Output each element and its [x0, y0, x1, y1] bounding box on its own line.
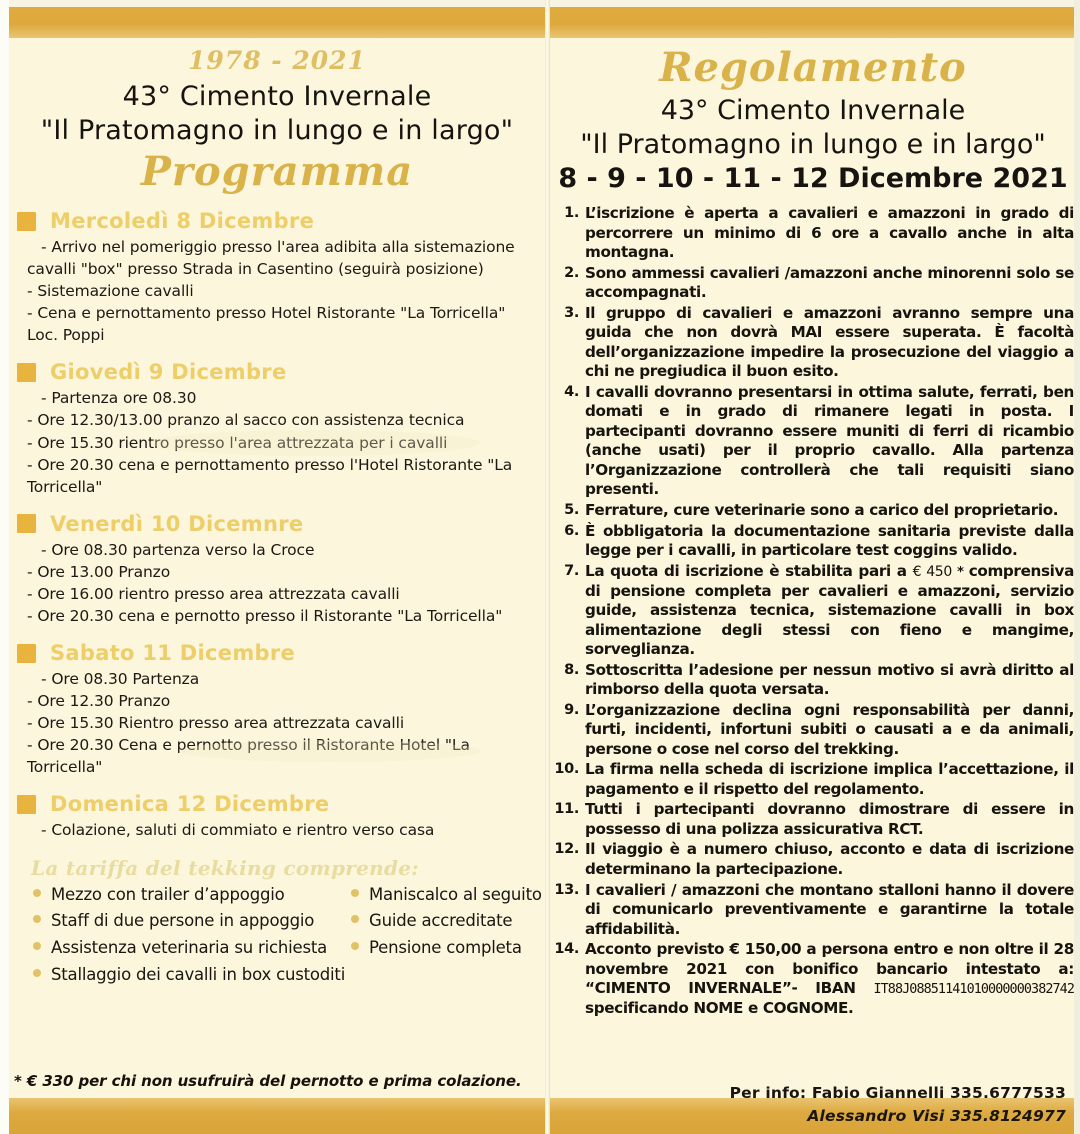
program-day-line: - Ore 16.00 rientro presso area attrezzata cavalli: [27, 584, 400, 603]
program-day-line: - Ore 15.30 rientro presso l'area attrezzata per i cavalli: [27, 433, 448, 452]
bank-account-name: “CIMENTO INVERNALE”: [585, 979, 792, 998]
rule-item: Il gruppo di cavalieri e amazzoni avranno sempre una guida che non dovrà MAI essere superata. È facoltà dell’organizzazione impedire la prosecuzione del viaggio a chi ne pregiudica il buon esito.: [585, 303, 1074, 381]
program-day-header: [9, 792, 545, 816]
center-fold-line: [545, 0, 550, 1134]
program-day-header: [9, 512, 545, 536]
program-day-label: Mercoledì 8 Dicembre: [50, 209, 315, 233]
rule-14-text-after: specificando NOME e COGNOME.: [585, 998, 854, 1017]
iban-value: IT88J08851141010000000382742: [873, 982, 1075, 998]
includes-row: [33, 908, 545, 935]
rule-7-text-after: comprensiva di pensione completa per cavalieri e amazzoni, servizio guide, assistenza tecnica, sistemazione cavalli in box alimentazione degli stessi con fieno e mangime, sorveglianza.: [585, 561, 1074, 659]
rule-item: L’iscrizione è aperta a cavalieri e amazzoni in grado di percorrere un minimo di 6 ore a cavallo anche in alta montagna.: [585, 204, 1074, 262]
fee-footnote-marker: *: [951, 564, 969, 580]
rule-item: [552, 562, 1074, 660]
program-day: [9, 641, 545, 778]
program-day-line: - Ore 15.30 Rientro presso area attrezzata cavalli: [27, 714, 405, 733]
rule-item: I cavalli dovranno presentarsi in ottima salute, ferrati, ben domati e in grado di rimanere legati in posta. I partecipanti dovranno essere muniti di ferri di ricambio (anche usati) per il proprio cavallo. Alla partenza l’Organizzazione controllerà che tali requisiti siano presenti.: [585, 382, 1074, 499]
program-day-line: - Cena e pernottamento presso Hotel Ristorante "La Torricella": [27, 304, 506, 323]
includes-item-label: Mezzo con trailer d’appoggio: [51, 884, 285, 904]
page-top-edge: [0, 0, 1080, 7]
includes-item: [33, 935, 351, 962]
iban-label: - IBAN: [791, 979, 874, 998]
program-day-label: Giovedì 9 Dicembre: [50, 360, 287, 385]
contact-secondary: Alessandro Visi 335.8124977: [807, 1107, 1066, 1125]
program-day-line: - Colazione, saluti di commiato e rientro verso casa: [41, 821, 435, 840]
program-day-line: - Ore 13.00 Pranzo: [27, 562, 171, 581]
rule-7-text-before: La quota di iscrizione è stabilita pari a: [585, 561, 913, 580]
dot-bullet-icon: [351, 889, 359, 897]
includes-item: [33, 882, 351, 909]
program-days-list: [9, 209, 545, 842]
program-day: [9, 209, 545, 346]
dot-bullet-icon: [33, 915, 41, 923]
program-day-line: Torricella": [27, 477, 103, 496]
includes-row: [33, 935, 545, 962]
rule-item: Tutti i partecipanti dovranno dimostrare di essere in possesso di una polizza assicurativa RCT.: [585, 800, 1074, 838]
program-day-line: Loc. Poppi: [27, 326, 105, 345]
includes-row: [33, 882, 545, 909]
program-day-line: - Ore 20.30 cena e pernotto presso il Ristorante "La Torricella": [27, 607, 503, 626]
program-day-line: - Ore 20.30 Cena e pernotto presso il Ristorante Hotel "La: [27, 736, 470, 755]
rule-item: È obbligatoria la documentazione sanitaria previste dalla legge per i cavalli, in particolare test coggins valido.: [585, 521, 1074, 560]
program-day-line: Torricella": [27, 758, 103, 777]
left-paper-edge: [0, 0, 9, 1134]
rules-list: [552, 204, 1074, 1018]
dot-bullet-icon: [33, 942, 41, 950]
program-day-line: - Ore 08.30 Partenza: [41, 670, 200, 689]
years-range: 1978 - 2021: [188, 46, 366, 75]
program-day-line: - Sistemazione cavalli: [27, 282, 194, 301]
program-day: [9, 792, 545, 841]
includes-item-label: Staff di due persone in appoggio: [51, 911, 315, 931]
square-bullet-icon: [17, 795, 36, 814]
program-day-line: - Partenza ore 08.30: [41, 389, 197, 408]
program-day-line: - Ore 12.30/13.00 pranzo al sacco con assistenza tecnica: [27, 411, 465, 430]
program-day-line: - Ore 20.30 cena e pernottamento presso l'Hotel Ristorante "La: [27, 455, 513, 474]
rule-item: L’organizzazione declina ogni responsabilità per danni, furti, incidenti, infortuni subiti o causati a e da animali, persone o cose nel corso del trekking.: [585, 700, 1074, 758]
program-day-line: cavalli "box" presso Strada in Casentino (seguirà posizione): [27, 260, 484, 279]
program-day-header: [9, 209, 545, 233]
dot-bullet-icon: [351, 942, 359, 950]
includes-heading: La tariffa del tekking comprende:: [31, 855, 419, 880]
includes-list: [33, 882, 545, 989]
regolamento-heading: Regolamento: [659, 44, 967, 91]
includes-item: [351, 908, 512, 935]
dot-bullet-icon: [351, 915, 359, 923]
rule-item: I cavalieri / amazzoni che montano stalloni hanno il dovere di comunicarlo preventivamente e garantirne la totale affidabilità.: [585, 880, 1074, 938]
rule-item: Sono ammessi cavalieri /amazzoni anche minorenni solo se accompagnati.: [585, 263, 1074, 302]
rule-item: Il viaggio è a numero chiuso, acconto e data di iscrizione determinano la partecipazione.: [585, 840, 1074, 878]
program-day-line: - Ore 08.30 partenza verso la Croce: [41, 540, 315, 559]
price-footnote: * € 330 per chi non usufruirà del pernotto e prima colazione.: [14, 1072, 522, 1090]
program-day-header: [9, 641, 545, 665]
rule-item: Ferrature, cure veterinarie sono a carico del proprietario.: [585, 500, 1059, 519]
left-title-line-1: 43° Cimento Invernale: [122, 81, 432, 112]
program-day-line: - Arrivo nel pomeriggio presso l'area adibita alla sistemazione: [41, 238, 515, 256]
right-title-line-1: 43° Cimento Invernale: [660, 95, 966, 126]
includes-item: [33, 962, 351, 989]
left-title-line-2: "Il Pratomagno in lungo e in largo": [40, 115, 514, 146]
program-day-header: [9, 360, 545, 384]
program-day: [9, 512, 545, 627]
program-day-label: Venerdì 10 Dicemnre: [50, 511, 304, 536]
programma-heading: Programma: [140, 148, 414, 195]
square-bullet-icon: [17, 212, 36, 231]
includes-item-label: Guide accreditate: [369, 911, 513, 931]
program-day-label: Sabato 11 Dicembre: [50, 641, 296, 666]
square-bullet-icon: [17, 363, 36, 382]
event-dates: 8 - 9 - 10 - 11 - 12 Dicembre 2021: [558, 163, 1068, 194]
dot-bullet-icon: [33, 969, 41, 977]
contact-primary: Per info: Fabio Giannelli 335.6777533: [729, 1084, 1066, 1102]
includes-item-label: Maniscalco al seguito: [369, 884, 542, 904]
includes-row: [33, 962, 545, 989]
contact-info: [646, 1084, 1066, 1130]
dot-bullet-icon: [33, 889, 41, 897]
program-day-label: Domenica 12 Dicembre: [50, 792, 330, 817]
registration-fee-amount: € 450: [912, 563, 952, 580]
includes-item: [33, 908, 351, 935]
square-bullet-icon: [17, 514, 36, 533]
includes-item-label: Stallaggio dei cavalli in box custoditi: [51, 964, 346, 984]
right-paper-edge: [1074, 0, 1080, 1134]
right-title-line-2: "Il Pratomagno in lungo e in largo": [580, 129, 1046, 160]
includes-item-label: Pensione completa: [369, 938, 522, 957]
rule-item: Sottoscritta l’adesione per nessun motivo si avrà diritto al rimborso della quota versata.: [585, 660, 1074, 699]
includes-item: [351, 882, 542, 909]
programma-panel: [9, 38, 545, 990]
top-ochre-band: [0, 6, 1080, 38]
rule-14-text-before: Acconto previsto € 150,00 a persona entro e non oltre il 28 novembre 2021 con bonifico bancario intestato a:: [585, 940, 1074, 978]
program-day: [9, 360, 545, 497]
includes-item-label: Assistenza veterinaria su richiesta: [51, 938, 328, 957]
program-day-line: - Ore 12.30 Pranzo: [27, 692, 171, 711]
square-bullet-icon: [17, 644, 36, 663]
rule-item: La firma nella scheda di iscrizione implica l’accettazione, il pagamento e il rispetto del regolamento.: [585, 760, 1074, 798]
rule-item: [552, 940, 1074, 1018]
includes-item: [351, 935, 522, 962]
regolamento-panel: [552, 38, 1074, 1019]
